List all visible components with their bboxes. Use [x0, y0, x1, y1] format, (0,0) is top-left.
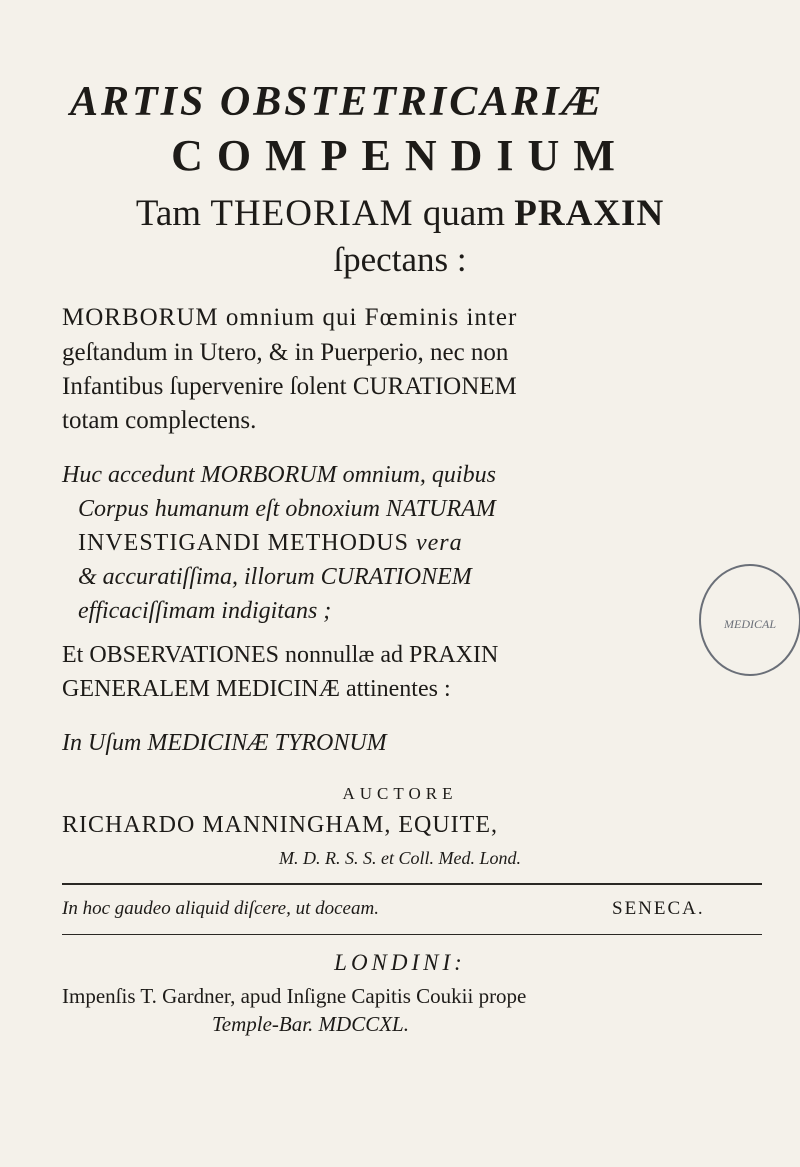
library-stamp [695, 560, 800, 680]
addendum-line-5: efficaciſſimam indigitans ; [78, 598, 332, 624]
top-rule [62, 883, 762, 885]
dedication: In Uſum MEDICINÆ TYRONUM [62, 730, 387, 756]
imprint-line-1: Impenſis T. Gardner, apud Inſigne Capitis Coukii prope [62, 984, 527, 1008]
main-title: ARTIS OBSTETRICARIÆ [70, 79, 605, 125]
title-word-tam: Tam [135, 193, 211, 234]
title-line-3 [0, 192, 800, 235]
imprint-city: LONDINI: [334, 950, 466, 975]
subtitle-line-2: geſtandum in Utero, & in Puerperio, nec non [62, 339, 509, 366]
title-word-praxin: PRAXIN [514, 193, 665, 234]
author-credentials: M. D. R. S. S. et Coll. Med. Lond. [279, 848, 521, 868]
imprint-line-2: Temple-Bar. MDCCXL. [212, 1012, 409, 1036]
epigraph-quote: In hoc gaudeo aliquid diſcere, ut doceam. [62, 898, 379, 919]
title-word-theoriam: THEORIAM [210, 193, 414, 234]
addendum-line-2: Corpus humanum eſt obnoxium NATURAM [78, 496, 496, 522]
bottom-rule [62, 934, 762, 935]
subtitle-line-4: totam complectens. [62, 407, 257, 434]
addendum-line-4: & accuratiſſima, illorum CURATIONEM [78, 564, 472, 590]
title-word-quam: quam [413, 193, 515, 234]
compendium-heading: COMPENDIUM [171, 131, 629, 180]
addendum-line-7: GENERALEM MEDICINÆ attinentes : [62, 676, 451, 702]
subtitle-line-1: MORBORUM omnium qui Fœminis inter [62, 304, 518, 331]
author-label: AUCTORE [342, 784, 458, 803]
addendum-line-3-vera: vera [408, 530, 463, 556]
author-name: RICHARDO MANNINGHAM, EQUITE, [62, 812, 498, 838]
subtitle-line-3: Infantibus ſupervenire ſolent CURATIONEM [62, 373, 517, 400]
stamp-text: MEDICAL [724, 617, 776, 631]
epigraph-source: SENECA. [612, 898, 705, 919]
addendum-line-3 [78, 530, 463, 557]
title-line-4: ſpectans : [333, 240, 467, 279]
addendum-line-6: Et OBSERVATIONES nonnullæ ad PRAXIN [62, 642, 499, 668]
addendum-line-1: Huc accedunt MORBORUM omnium, quibus [62, 462, 496, 488]
addendum-line-3-caps: INVESTIGANDI METHODUS [78, 530, 409, 556]
